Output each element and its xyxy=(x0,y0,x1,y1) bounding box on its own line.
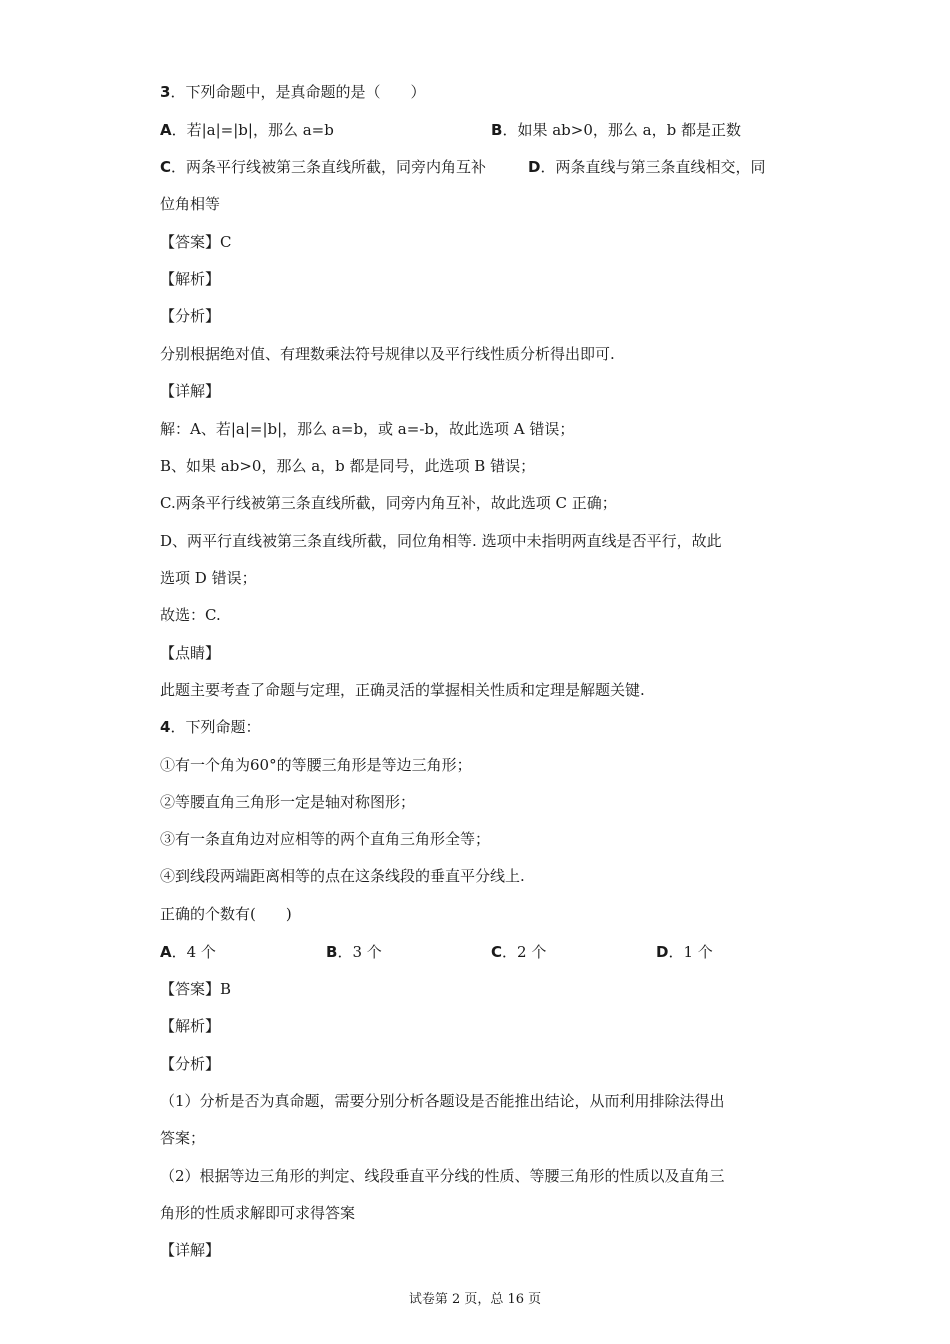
q4-answer: 【答案】B xyxy=(160,980,232,998)
q4-option-a: A．4 个 xyxy=(160,943,216,961)
q4-item-4: ④到线段两端距离相等的点在这条线段的垂直平分线上. xyxy=(160,867,525,885)
q4-option-c: C．2 个 xyxy=(491,943,547,961)
q3-solution-line-2: B、如果 ab>0，那么 a，b 都是同号，此选项 B 错误； xyxy=(160,457,536,475)
q3-solution-line-1: 解：A、若|a|=|b|，那么 a=b，或 a=-b，故此选项 A 错误； xyxy=(160,420,575,438)
q3-solution-line-4: D、两平行直线被第三条直线所截，同位角相等. 选项中未指明两直线是否平行，故此 xyxy=(160,532,722,550)
q3-option-b: B．如果 ab>0，那么 a，b 都是正数 xyxy=(491,121,741,139)
q3-jiexi-heading: 【解析】 xyxy=(160,270,221,288)
q3-xiangjie-heading: 【详解】 xyxy=(160,382,221,400)
q4-fenxi-text-2b: 角形的性质求解即可求得答案 xyxy=(160,1204,356,1222)
q4-jiexi-heading: 【解析】 xyxy=(160,1017,221,1035)
q4-item-3: ③有一条直角边对应相等的两个直角三角形全等； xyxy=(160,830,491,848)
q3-solution-line-3: C.两条平行线被第三条直线所截，同旁内角互补，故此选项 C 正确； xyxy=(160,494,617,512)
page-footer: 试卷第 2 页，总 16 页 xyxy=(408,1292,542,1307)
q4-item-1: ①有一个角为60°的等腰三角形是等边三角形； xyxy=(160,756,472,774)
q3-answer: 【答案】C xyxy=(160,233,232,251)
q4-fenxi-text-2a: （2）根据等边三角形的判定、线段垂直平分线的性质、等腰三角形的性质以及直角三 xyxy=(160,1167,725,1185)
q3-solution-line-5: 选项 D 错误； xyxy=(160,569,257,587)
q4-xiangjie-heading: 【详解】 xyxy=(160,1241,221,1259)
q4-stem: 4．下列命题： xyxy=(160,718,261,736)
q3-fenxi-heading: 【分析】 xyxy=(160,307,221,325)
q4-fenxi-text-1b: 答案； xyxy=(160,1129,206,1147)
q3-stem: 3．下列命题中，是真命题的是（ ） xyxy=(160,83,426,101)
q3-option-a: A．若|a|=|b|，那么 a=b xyxy=(160,121,334,139)
q3-dianjing-heading: 【点睛】 xyxy=(160,644,221,662)
q4-option-d: D．1 个 xyxy=(656,943,713,961)
q4-fenxi-heading: 【分析】 xyxy=(160,1055,221,1073)
q4-option-b: B．3 个 xyxy=(326,943,382,961)
q3-option-d-cont: 位角相等 xyxy=(160,195,221,213)
q4-item-2: ②等腰直角三角形一定是轴对称图形； xyxy=(160,793,416,811)
q3-fenxi-text: 分别根据绝对值、有理数乘法符号规律以及平行线性质分析得出即可. xyxy=(160,345,615,363)
q3-option-c: C．两条平行线被第三条直线所截，同旁内角互补 xyxy=(160,158,487,176)
q4-fenxi-text-1a: （1）分析是否为真命题，需要分别分析各题设是否能推出结论，从而利用排除法得出 xyxy=(160,1092,725,1110)
q3-dianjing-text: 此题主要考查了命题与定理，正确灵活的掌握相关性质和定理是解题关键. xyxy=(160,681,645,699)
q3-option-d: D．两条直线与第三条直线相交，同 xyxy=(528,158,766,176)
q4-question: 正确的个数有( ) xyxy=(160,905,292,923)
q3-solution-line-6: 故选：C. xyxy=(160,606,221,624)
